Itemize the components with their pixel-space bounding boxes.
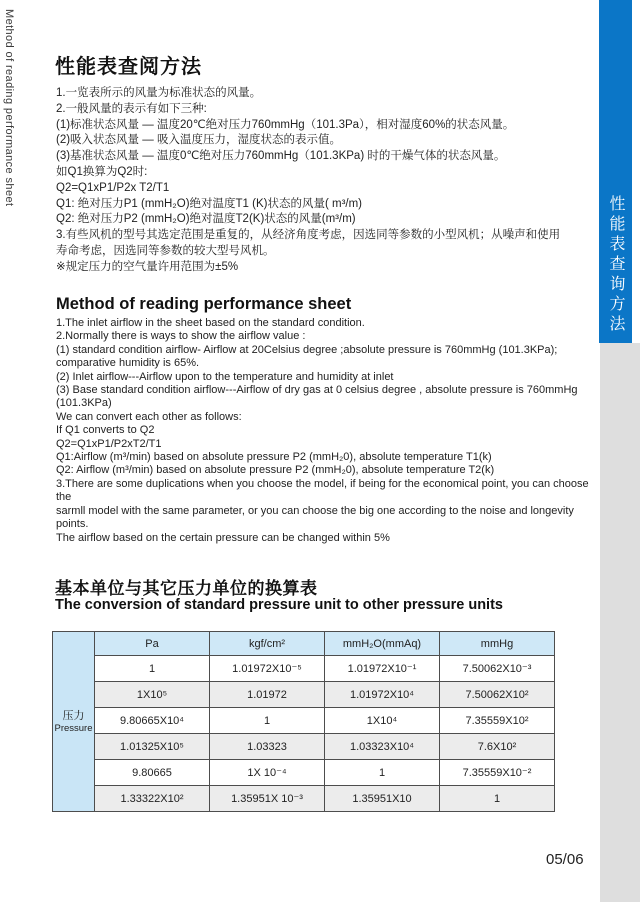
table-header-cell: Pa [95,632,210,656]
table-row [53,734,555,760]
text-line: 如Q1换算为Q2时: [56,165,148,178]
table-cell: 1.01972X10⁻⁵ [210,656,325,682]
conversion-title-cn: 基本单位与其它压力单位的换算表 [55,579,318,598]
table-header-row [53,632,555,656]
page-title-cn: 性能表查阅方法 [55,56,202,78]
table-cell: 1.35951X 10⁻³ [210,786,325,812]
text-line: (2)吸入状态风量 — 吸入温度压力，湿度状态的表示值。 [56,134,341,147]
table-row [53,708,555,734]
text-line: Q1:Airflow (m³/min) based on absolute pressure P2 (mmH₂0), absolute temperature T1(k) [56,451,492,464]
text-line: comparative humidity is 65%. [56,357,200,370]
table-cell: 1.35951X10 [325,786,440,812]
row-group-label [53,632,95,812]
text-line: 寿命考虑，因选同等参数的较大型号风机。 [56,244,275,257]
text-line: If Q1 converts to Q2 [56,424,155,437]
text-line: Q2: 绝对压力P2 (mmH₂O)绝对温度T2(K)状态的风量(m³/m) [56,213,356,226]
text-line: We can convert each other as follows: [56,410,242,423]
text-line: Q2=Q1xP1/P2x T2/T1 [56,181,170,194]
table-cell: 1.03323 [210,734,325,760]
text-line: 1.一览表所示的风量为标准状态的风量。 [56,87,262,99]
table-cell: 7.6X10² [440,734,555,760]
text-line: ※规定压力的空气量许用范围为±5% [56,260,239,273]
text-line: 3.有些风机的型号其选定范围是重复的，从经济角度考虑，因选同等参数的小型风机；从噪声和使用 [56,229,561,242]
table-row [53,786,555,812]
sidebar-tab-en-label: Method of reading performance sheet [3,9,15,207]
text-line: (3) Base standard condition airflow---Airflow of dry gas at 0 celsius degree , absolute pressure is 760mmHg (101.3KPa) [56,384,578,410]
table-cell: 1.01972X10⁴ [325,682,440,708]
row-label-cn: 压力 [62,709,85,722]
table-cell: 7.50062X10² [440,682,555,708]
section-title-en: Method of reading performance sheet [56,295,352,313]
table-cell: 1.33322X10² [95,786,210,812]
text-line: (1) standard condition airflow- Airflow at 20Celsius degree ;absolute pressure is 760mmHg (101.3KPa); [56,343,558,356]
text-line: 1.The inlet airflow in the sheet based on the standard condition. [56,317,365,329]
text-line: (2) Inlet airflow---Airflow upon to the temperature and humidity at inlet [56,370,394,383]
table-cell: 7.35559X10⁻² [440,760,555,786]
text-line: (3)基准状态风量 — 温度0℃绝对压力760mmHg（101.3KPa) 时的干燥气体的状态风量。 [56,150,506,163]
conversion-title-en: The conversion of standard pressure unit to other pressure units [55,597,503,613]
text-line: 3.There are some duplications when you choose the model, if being for the economical point, you can choose the [56,477,589,504]
text-line: 2.一般风量的表示有如下三种: [56,102,207,115]
table-cell: 9.80665X10⁴ [95,708,210,734]
text-line: Q2: Airflow (m³/min) based on absolute pressure P2 (mmH₂0), absolute temperature T2(k) [56,464,495,477]
sidebar-tab-cn [599,0,632,343]
table-cell: 1 [95,656,210,682]
page-number: 05/06 [546,851,584,868]
text-line: Q2=Q1xP1/P2xT2/T1 [56,437,162,450]
table-cell: 1 [325,760,440,786]
table-cell: 1.01972 [210,682,325,708]
table-cell: 7.50062X10⁻³ [440,656,555,682]
cn-paragraph [56,86,596,276]
text-line: sarmll model with the same parameter, or you can choose the big one according to the noise and longevity points. [56,504,574,531]
table-cell: 1X10⁵ [95,682,210,708]
table-row [53,682,555,708]
text-line: 2.Normally there is ways to show the airflow value : [56,330,306,343]
text-line: (1)标准状态风量 — 温度20℃绝对压力760mmHg（101.3Pa），相对湿度60%的状态风量。 [56,118,515,131]
table-cell: 9.80665 [95,760,210,786]
sidebar-tab-cn-label: 性能表查询方法 [607,195,624,335]
table-header-cell: mmH₂O(mmAq) [325,632,440,656]
table-cell: 1X10⁴ [325,708,440,734]
text-line: The airflow based on the certain pressure can be changed within 5% [56,531,390,544]
table-cell: 1.01325X10⁵ [95,734,210,760]
table-cell: 1.03323X10⁴ [325,734,440,760]
table-cell: 1.01972X10⁻¹ [325,656,440,682]
table-row [53,656,555,682]
pressure-conversion-table [52,631,555,812]
text-line: Q1: 绝对压力P1 (mmH₂O)绝对温度T1 (K)状态的风量( m³/m) [56,197,363,210]
table-cell: 1 [440,786,555,812]
row-label-en: Pressure [54,722,93,734]
en-paragraph [56,317,601,545]
sidebar-tab-en [600,343,640,902]
table-row [53,760,555,786]
table-cell: 1X 10⁻⁴ [210,760,325,786]
table-header-cell: kgf/cm² [210,632,325,656]
table-cell: 1 [210,708,325,734]
table-header-cell: mmHg [440,632,555,656]
table-cell: 7.35559X10² [440,708,555,734]
